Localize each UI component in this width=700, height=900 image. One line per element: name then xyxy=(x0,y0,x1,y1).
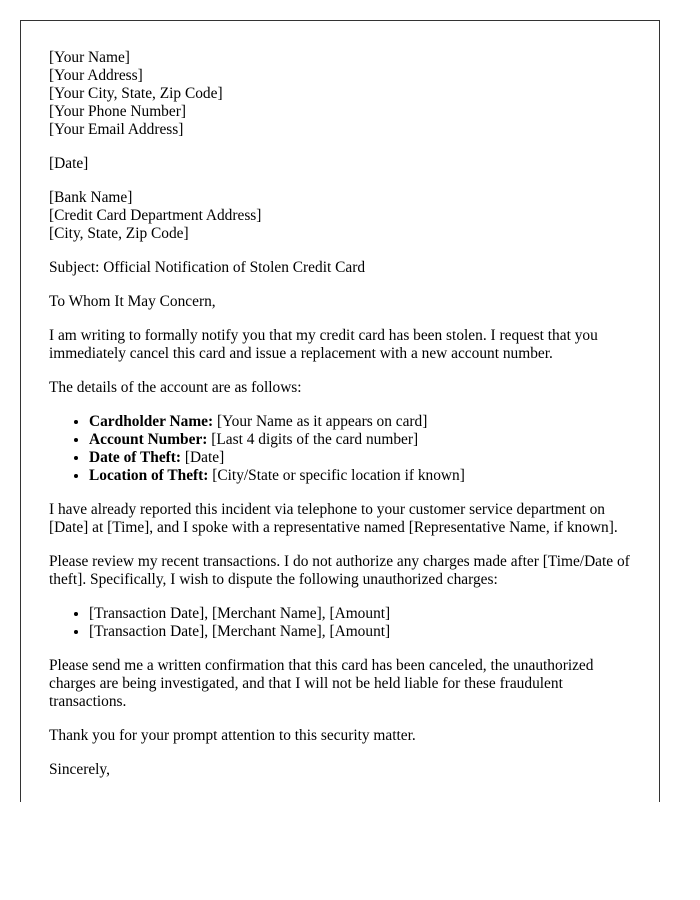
sender-city-state-zip: [Your City, State, Zip Code] xyxy=(49,85,223,102)
transactions-list xyxy=(49,605,644,641)
recipient-department-address: [Credit Card Department Address] xyxy=(49,207,262,224)
detail-value: [City/State or specific location if known] xyxy=(208,467,465,484)
letter-content xyxy=(49,49,644,795)
letter-page xyxy=(20,20,660,802)
details-intro: The details of the account are as follows: xyxy=(49,379,302,396)
account-details-list xyxy=(49,413,644,485)
detail-label: Date of Theft: xyxy=(89,449,182,466)
recipient-bank-name: [Bank Name] xyxy=(49,189,133,206)
sender-email: [Your Email Address] xyxy=(49,121,184,138)
detail-value: [Last 4 digits of the card number] xyxy=(207,431,419,448)
sender-name: [Your Name] xyxy=(49,49,130,66)
sender-address: [Your Address] xyxy=(49,67,143,84)
report-paragraph: I have already reported this incident via telephone to your customer service department on [Date] at [Time], and I spoke with a representative named [Representative Name, if known]. xyxy=(49,501,618,536)
recipient-city-state-zip: [City, State, Zip Code] xyxy=(49,225,189,242)
thanks-paragraph: Thank you for your prompt attention to this security matter. xyxy=(49,727,416,744)
intro-paragraph: I am writing to formally notify you that my credit card has been stolen. I request that you immediately cancel this card and issue a replacement with a new account number. xyxy=(49,327,598,362)
detail-item xyxy=(89,467,644,485)
detail-label: Account Number: xyxy=(89,431,208,448)
detail-value: [Date] xyxy=(181,449,225,466)
detail-value: [Your Name as it appears on card] xyxy=(213,413,428,430)
transaction-item: • [Transaction Date], [Merchant Name], [Amount] xyxy=(89,623,644,641)
detail-label: Location of Theft: xyxy=(89,467,209,484)
sender-phone: [Your Phone Number] xyxy=(49,103,186,120)
confirmation-paragraph: Please send me a written confirmation that this card has been canceled, the unauthorized charges are being investigated, and that I will not be held liable for these fraudulent transactions. xyxy=(49,657,594,710)
subject-line: Subject: Official Notification of Stolen Credit Card xyxy=(49,259,366,276)
detail-item xyxy=(89,449,644,467)
closing: Sincerely, xyxy=(49,761,110,778)
detail-label: Cardholder Name: xyxy=(89,413,214,430)
salutation: To Whom It May Concern, xyxy=(49,293,216,310)
detail-item xyxy=(89,431,644,449)
review-paragraph: Please review my recent transactions. I do not authorize any charges made after [Time/Date of theft]. Specifically, I wish to dispute the following unauthorized charges: xyxy=(49,553,630,588)
transaction-item: • [Transaction Date], [Merchant Name], [Amount] xyxy=(89,605,644,623)
recipient-block xyxy=(49,189,644,243)
sender-block xyxy=(49,49,644,139)
letter-date: [Date] xyxy=(49,155,89,172)
detail-item xyxy=(89,413,644,431)
